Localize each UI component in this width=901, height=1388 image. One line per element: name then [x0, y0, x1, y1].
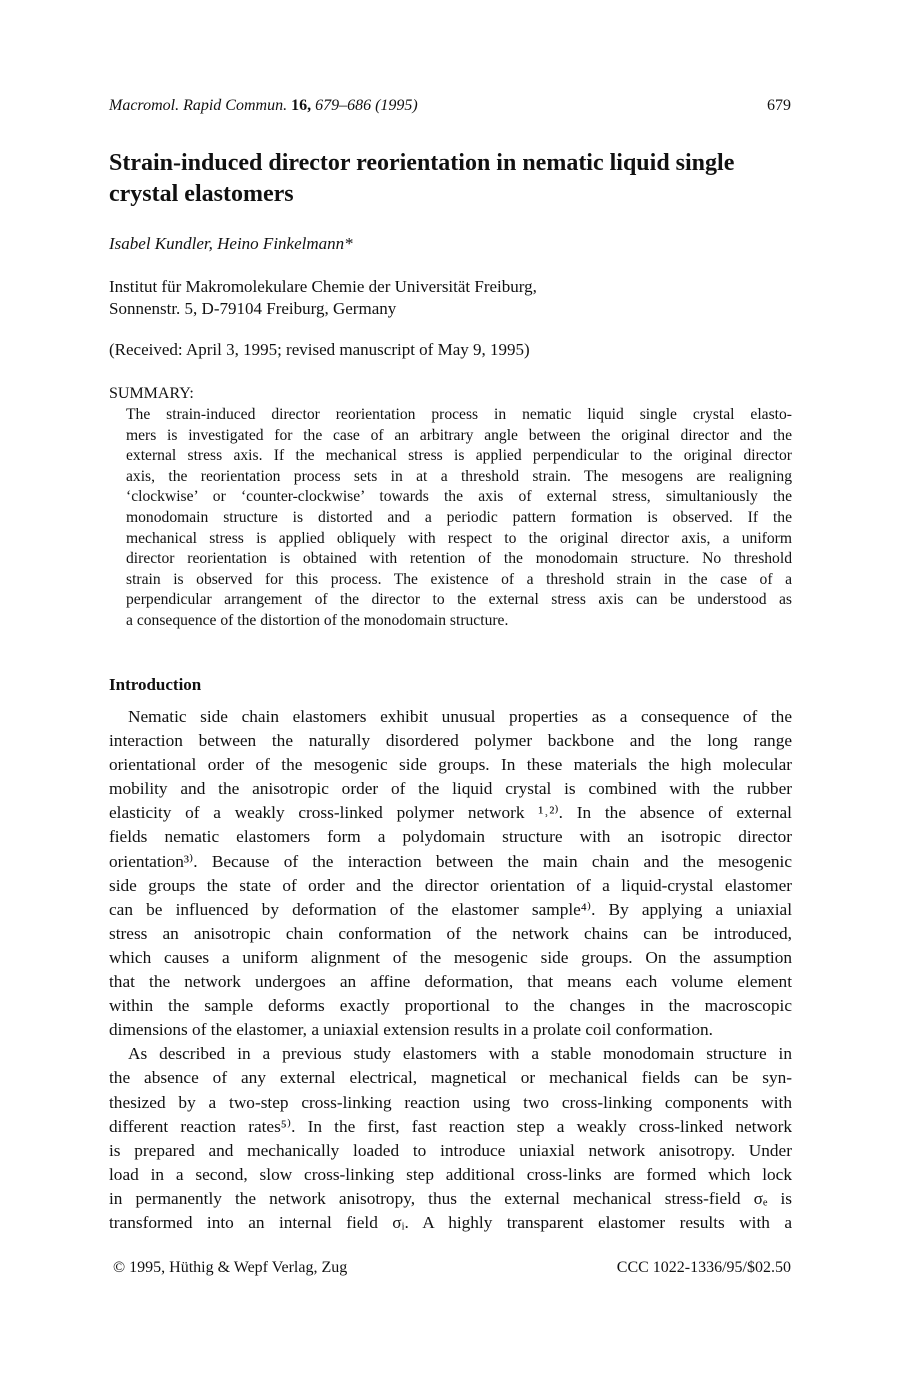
- body-line: the absence of any external electrical, magnetical or mechanical fields can be syn-: [109, 1068, 792, 1088]
- body-line: dimensions of the elastomer, a uniaxial extension results in a prolate coil conformation.: [109, 1020, 713, 1040]
- body-line: different reaction rates⁵⁾. In the first, fast reaction step a weakly cross-linked network: [109, 1116, 792, 1136]
- title-line: crystal elastomers: [109, 181, 294, 207]
- body-line: side groups the state of order and the director orientation of a liquid-crystal elastomer: [109, 875, 792, 895]
- summary-line: strain is observed for this process. The existence of a threshold strain in the case of a: [126, 570, 792, 588]
- summary-line: monodomain structure is distorted and a periodic pattern formation is observed. If the: [126, 508, 792, 526]
- body-line: in permanently the network anisotropy, thus the external mechanical stress-field σₑ is: [109, 1188, 792, 1208]
- summary-line: director reorientation is obtained with retention of the monodomain structure. No threshold: [126, 550, 792, 568]
- summary-line: external stress axis. If the mechanical stress is applied perpendicular to the original director: [126, 447, 792, 465]
- summary-line: ‘clockwise’ or ‘counter-clockwise’ towards the axis of external stress, simultaniously the: [126, 488, 792, 506]
- summary-heading: SUMMARY:: [109, 385, 194, 402]
- title-line: Strain-induced director reorientation in nematic liquid single: [109, 150, 735, 176]
- copyright-notice: © 1995, Hüthig & Wepf Verlag, Zug: [113, 1259, 348, 1276]
- body-line: elasticity of a weakly cross-linked polymer network ¹˒²⁾. In the absence of external: [109, 803, 792, 823]
- body-line: orientation³⁾. Because of the interaction between the main chain and the mesogenic: [109, 851, 792, 871]
- body-line: which causes a uniform alignment of the mesogenic side groups. On the assumption: [109, 947, 792, 967]
- authors: Isabel Kundler, Heino Finkelmann*: [109, 234, 353, 253]
- article-title: [109, 148, 799, 210]
- summary-line: The strain-induced director reorientation process in nematic liquid single crystal elasto-: [126, 406, 792, 423]
- introduction-body: [109, 705, 792, 1235]
- body-line: As described in a previous study elastomers with a stable monodomain structure in: [128, 1044, 792, 1064]
- body-line: stress an anisotropic chain conformation of the network chains can be introduced,: [109, 923, 792, 943]
- body-line: that the network undergoes an affine deformation, that means each volume element: [109, 972, 792, 992]
- summary-line: mechanical stress is applied obliquely with respect to the original director axis, a uniform: [126, 529, 792, 547]
- summary-text: [126, 405, 792, 632]
- affiliation-line: Sonnenstr. 5, D-79104 Freiburg, Germany: [109, 299, 397, 318]
- body-line: within the sample deforms exactly proportional to the changes in the macroscopic: [109, 996, 792, 1016]
- body-line: fields nematic elastomers form a polydomain structure with an isotropic director: [109, 827, 792, 847]
- section-heading-introduction: Introduction: [109, 675, 202, 694]
- summary-line: perpendicular arrangement of the director to the external stress axis can be understood as: [126, 591, 792, 609]
- body-line: is prepared and mechanically loaded to introduce uniaxial network anisotropy. Under: [109, 1140, 792, 1160]
- body-line: transformed into an internal field σᵢ. A highly transparent elastomer results with a: [109, 1212, 792, 1232]
- running-header: [109, 96, 791, 116]
- body-line: interaction between the naturally disordered polymer backbone and the long range: [109, 731, 792, 751]
- body-line: thesized by a two-step cross-linking reaction using two cross-linking components with: [109, 1092, 792, 1112]
- received-dates: (Received: April 3, 1995; revised manuscript of May 9, 1995): [109, 340, 530, 359]
- summary-line: a consequence of the distortion of the monodomain structure.: [126, 611, 509, 629]
- body-line: can be influenced by deformation of the elastomer sample⁴⁾. By applying a uniaxial: [109, 899, 792, 919]
- body-line: Nematic side chain elastomers exhibit unusual properties as a consequence of the: [128, 707, 792, 726]
- summary-line: mers is investigated for the case of an arbitrary angle between the original director and the: [126, 426, 792, 444]
- summary-line: axis, the reorientation process sets in at a threshold strain. The mesogens are realigning: [126, 467, 792, 485]
- body-line: orientational order of the mesogenic side groups. In these materials the high molecular: [109, 755, 792, 775]
- affiliation: [109, 276, 537, 320]
- ccc-code: CCC 1022-1336/95/$02.50: [616, 1259, 791, 1276]
- journal-citation: Macromol. Rapid Commun. 16, 679–686 (1995): [109, 97, 418, 114]
- page-number: 679: [767, 97, 791, 114]
- page-footer: [113, 1258, 791, 1278]
- body-line: load in a second, slow cross-linking step additional cross-links are formed which lock: [109, 1164, 792, 1184]
- body-line: mobility and the anisotropic order of the liquid crystal is combined with the rubber: [109, 779, 792, 799]
- affiliation-line: Institut für Makromolekulare Chemie der Universität Freiburg,: [109, 277, 537, 296]
